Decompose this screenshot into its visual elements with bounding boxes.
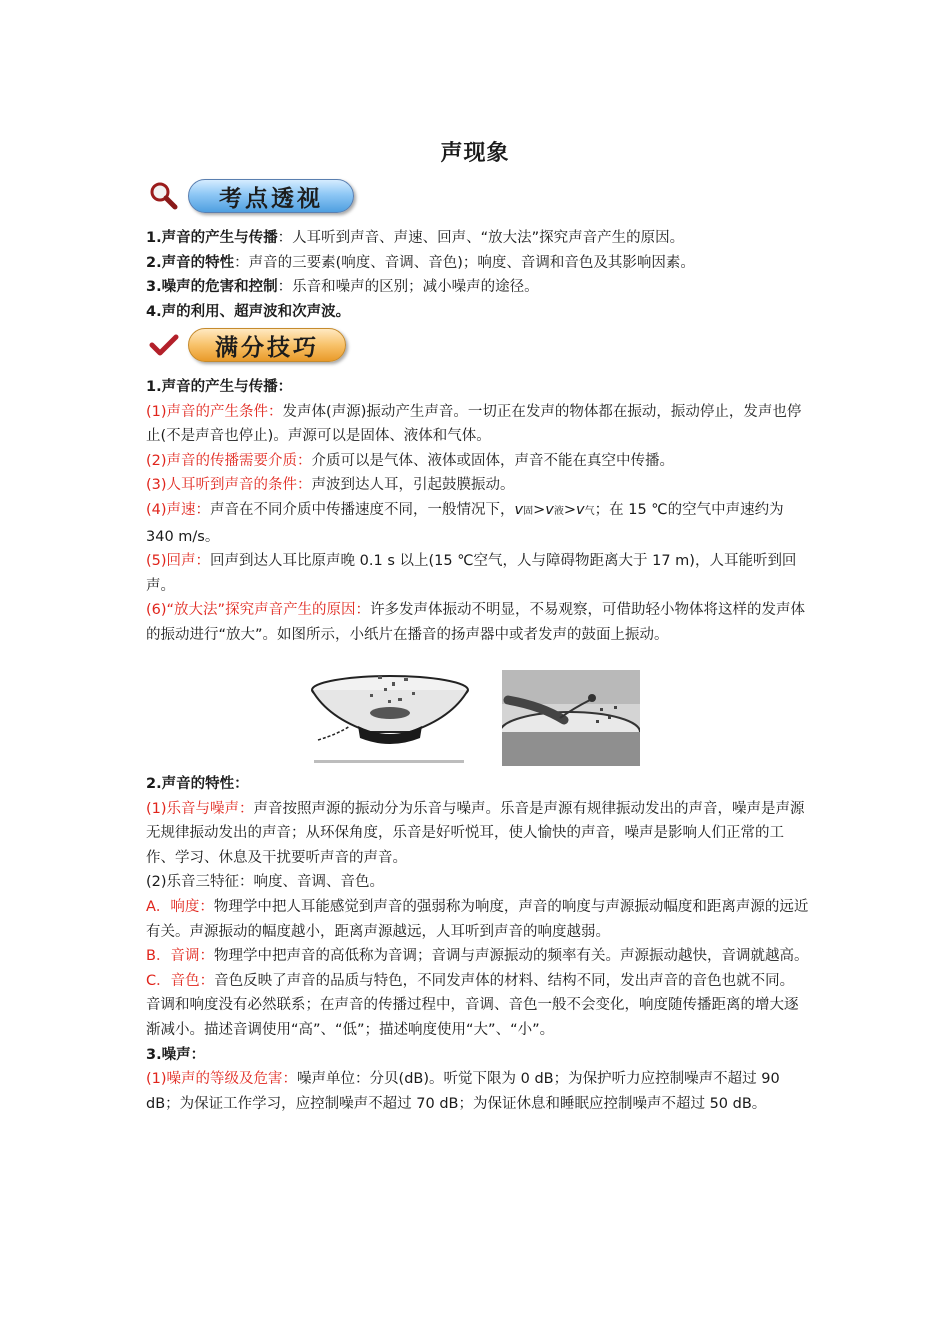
section-characteristics — [146, 772, 810, 1116]
list-item: C．音色：音色反映了声音的品质与特色，不同发声体的材料、结构不同，发出声音的音色也就不同。 — [146, 972, 795, 989]
magnifier-icon — [146, 178, 182, 214]
kaodian-item: 1.声音的产生与传播：人耳听到声音、声速、回声、“放大法”探究声音产生的原因。 — [146, 230, 685, 246]
list-item: (3)人耳听到声音的条件：声波到达人耳，引起鼓膜振动。 — [146, 477, 515, 494]
kaodian-item: 2.声音的特性：声音的三要素(响度、音调、音色)；响度、音调和音色及其影响因素。 — [146, 254, 695, 271]
list-item: (1)乐音与噪声：声音按照声源的振动分为乐音与噪声。乐音是声源有规律振动发出的声音，噪声是声源无规律振动发出的声音；从环保角度，乐音是好听悦耳，使人愉快的声音，噪声是影响人们正常的工作、学习、休息及干扰要听声音的声音。 — [146, 800, 805, 866]
list-item: (2)乐音三特征：响度、音调、音色。 — [146, 874, 385, 891]
list-item: 音调和响度没有必然联系；在声音的传播过程中，音调、音色一般不会变化，响度随传播距离的增大逐渐减小。描述音调使用“高”、“低”；描述响度使用“大”、“小”。 — [146, 997, 799, 1038]
section-heading: 2.声音的特性： — [146, 776, 249, 792]
drum-image — [502, 670, 640, 766]
checkmark-icon — [146, 327, 182, 363]
list-item: (5)回声：回声到达人耳比原声晚 0.1 s 以上(15 ℃空气，人与障碍物距离大于 17 m)，人耳能听到回声。 — [146, 553, 797, 594]
list-item: (2)声音的传播需要介质：介质可以是气体、液体或固体，声音不能在真空中传播。 — [146, 452, 675, 469]
kaodian-label: 考点透视 — [188, 179, 354, 213]
list-item: (1)噪声的等级及危害：噪声单位：分贝(dB)。听觉下限为 0 dB；为保护听力应控制噪声不超过 90 dB；为保证工作学习，应控制噪声不超过 70 dB；为保证休息和睡眠应控制噪声不超过 50 dB。 — [146, 1071, 780, 1112]
speaker-image — [308, 668, 472, 766]
manfen-label: 满分技巧 — [188, 328, 346, 362]
kaodian-list — [146, 226, 810, 324]
manfen-banner — [146, 325, 346, 365]
section-production — [146, 375, 810, 648]
list-item: B．音调：物理学中把声音的高低称为音调；音调与声源振动的频率有关。声源振动越快，音调就越高。 — [146, 948, 809, 965]
list-item: (6)“放大法”探究声音产生的原因：许多发声体振动不明显，不易观察，可借助轻小物体将这样的发声体的振动进行“放大”。如图所示，小纸片在播音的扬声器中或者发声的鼓面上振动。 — [146, 602, 806, 643]
kaodian-item: 3.噪声的危害和控制：乐音和噪声的区别；减小噪声的途径。 — [146, 279, 539, 296]
kaodian-banner — [146, 176, 354, 216]
list-item: A．响度：物理学中把人耳能感觉到声音的强弱称为响度，声音的响度与声源振动幅度和距离声源的远近有关。声源振动的幅度越小，距离声源越远，人耳听到声音的响度越弱。 — [146, 898, 809, 940]
page-title: 声现象 — [440, 141, 510, 166]
section-heading: 3.噪声： — [146, 1046, 206, 1063]
section-heading: 1.声音的产生与传播： — [146, 379, 293, 395]
illustrations — [308, 668, 642, 766]
list-item: (1)声音的产生条件：发声体(声源)振动产生声音。一切正在发声的物体都在振动，振动停止，发声也停止(不是声音也停止)。声源可以是固体、液体和气体。 — [146, 403, 802, 445]
kaodian-item: 4.声的利用、超声波和次声波。 — [146, 303, 351, 320]
list-item: (4)声速：声音在不同介质中传播速度不同，一般情况下，v固>v液>v气；在 15 ℃的空气中声速约为 340 m/s。 — [146, 501, 784, 545]
